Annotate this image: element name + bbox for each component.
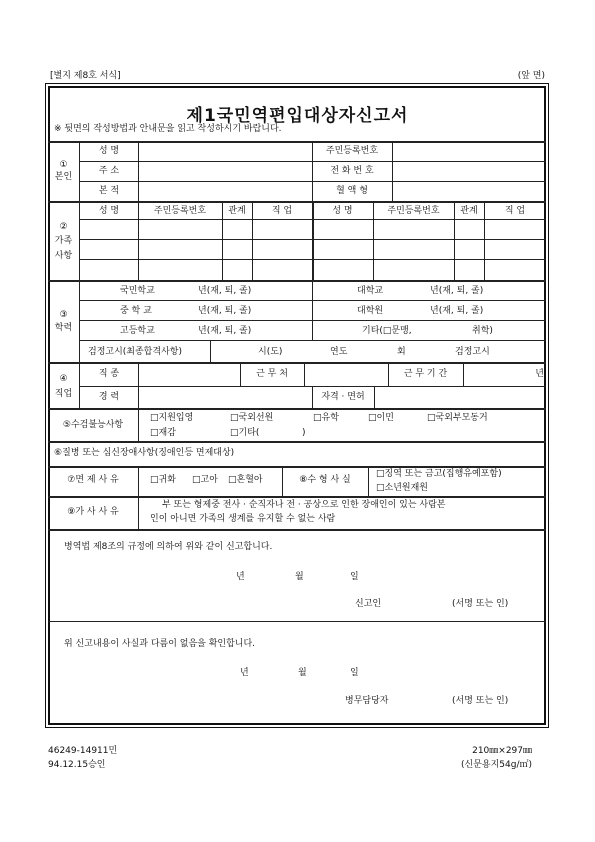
declaration-day[interactable]: 일	[350, 572, 359, 582]
family-rows-area[interactable]	[80, 220, 546, 280]
section-label-occupation: 직업	[54, 389, 73, 399]
declaration-year[interactable]: 년	[236, 572, 245, 582]
blood-type-field[interactable]	[393, 182, 545, 201]
address-field[interactable]	[139, 162, 312, 181]
option-live-with-parents-abroad[interactable]: □국외부모동거	[427, 413, 488, 423]
declarant-label: 신고인	[355, 599, 382, 609]
confirmation-day[interactable]: 일	[350, 668, 359, 678]
high-school-label: 고등학교	[120, 326, 155, 336]
address-label: 주 소	[98, 166, 120, 176]
license-field[interactable]	[375, 387, 545, 408]
paper-size: 210㎜×297㎜	[472, 746, 532, 756]
family-col-relation-2: 관계	[460, 206, 478, 216]
phone-field[interactable]	[393, 162, 545, 181]
option-mixed-race[interactable]: □혼혈아	[228, 475, 263, 485]
license-label: 자격 · 면허	[321, 392, 365, 402]
family-reason-label: ⑨가 사 사 유	[67, 507, 119, 517]
section-number: ①	[59, 160, 68, 170]
grad-status[interactable]: 년(재, 퇴, 졸)	[430, 306, 484, 316]
elementary-school-label: 국민학교	[120, 286, 155, 296]
confirmation-month[interactable]: 월	[298, 668, 307, 678]
family-col-name: 성 명	[98, 206, 120, 216]
section-label-family: 가족	[54, 236, 73, 246]
family-reason-text-1: 부 또는 형제중 전사 · 순직자나 전 · 공상으로 인한 장애인이 있는 사람본	[162, 500, 446, 510]
origin-field[interactable]	[139, 182, 312, 201]
declaration-text: 병역법 제8조의 규정에 의하여 위와 같이 신고합니다.	[64, 542, 273, 552]
exemption-reason-label: ⑦면 제 사 유	[67, 475, 119, 485]
family-col-job: 직 업	[271, 206, 293, 216]
exam-unable-label: ⑤수검불능사항	[62, 420, 124, 430]
option-prison-term[interactable]: □징역 또는 금고(집행유예포함)	[376, 469, 502, 479]
approval-date: 94.12.15승인	[48, 760, 106, 770]
option-overseas-seaman[interactable]: □국외선원	[230, 413, 274, 423]
ged-city[interactable]: 시(도)	[258, 347, 283, 357]
confirmation-year[interactable]: 년	[240, 668, 249, 678]
rrn-label: 주민등록번호	[325, 146, 379, 156]
option-other-close: )	[302, 428, 306, 438]
ged-year[interactable]: 연도	[330, 347, 348, 357]
ged-round[interactable]: 회	[397, 347, 406, 357]
origin-label: 본 적	[98, 186, 120, 196]
option-enlist[interactable]: □지원입영	[150, 413, 194, 423]
family-col-rrn: 주민등록번호	[153, 206, 207, 216]
phone-label: 전 화 번 호	[330, 166, 374, 176]
rrn-field[interactable]	[393, 142, 545, 161]
family-col-rrn-2: 주민등록번호	[387, 206, 440, 216]
section-label-family-2: 사항	[54, 251, 73, 261]
other-education-end: 취학)	[472, 326, 493, 336]
section-number: ②	[59, 222, 68, 232]
middle-school-label: 중 학 교	[120, 306, 152, 316]
declaration-month[interactable]: 월	[295, 572, 304, 582]
officer-label: 병무담당자	[345, 696, 389, 706]
name-label: 성 명	[98, 146, 120, 156]
disease-disability-label: ⑥질병 또는 심신장애사항(징애인등 면제대상)	[54, 448, 235, 458]
career-label: 경 력	[98, 392, 120, 402]
declarant-signature[interactable]: (서명 또는 인)	[452, 599, 509, 609]
front-side-label: (앞 면)	[517, 71, 545, 81]
confirmation-text: 위 신고내용이 사실과 다름이 없음을 확인합니다.	[64, 639, 256, 649]
blood-type-label: 혈 액 형	[336, 186, 368, 196]
option-emigration[interactable]: □이민	[368, 413, 394, 423]
officer-signature[interactable]: (서명 또는 인)	[452, 696, 509, 706]
option-imprisoned[interactable]: □재감	[150, 428, 176, 438]
form-code: 46249-14911민	[48, 746, 118, 756]
grad-school-label: 대학원	[357, 306, 384, 316]
section-number: ④	[59, 374, 68, 384]
job-type-label: 직 종	[98, 369, 120, 379]
ged-type[interactable]: 검정고시	[455, 347, 490, 357]
option-juvenile-facility[interactable]: □소년원재원	[376, 483, 428, 493]
name-field[interactable]	[139, 142, 312, 161]
option-orphan[interactable]: □고아	[192, 475, 218, 485]
family-col-relation: 관계	[228, 206, 246, 216]
family-reason-text-2: 인이 아니면 가족의 생계를 유지할 수 없는 사람	[150, 514, 336, 524]
workplace-label: 근 무 처	[256, 369, 288, 379]
option-naturalized[interactable]: □귀화	[150, 475, 176, 485]
page-title: 제1국민역편입대상자신고서	[186, 106, 409, 126]
elementary-status[interactable]: 년(재, 퇴, 졸)	[198, 286, 252, 296]
family-col-job-2: 직 업	[504, 206, 526, 216]
workplace-field[interactable]	[305, 363, 388, 386]
option-study-abroad[interactable]: □유학	[313, 413, 339, 423]
college-label: 대학교	[357, 286, 384, 296]
job-type-field[interactable]	[139, 363, 240, 386]
section-label-self: 본인	[54, 172, 73, 182]
ged-label: 검정고시(최종합격사항)	[88, 347, 182, 357]
notice-text: ※ 뒷면의 작성방법과 안내문을 읽고 작성하시기 바랍니다.	[54, 124, 282, 134]
middle-status[interactable]: 년(재, 퇴, 졸)	[198, 306, 252, 316]
career-field[interactable]	[139, 387, 312, 408]
work-period-year[interactable]: 년	[535, 369, 544, 379]
other-education-label[interactable]: 기타(□문맹,	[362, 326, 412, 336]
option-other[interactable]: □기타(	[230, 428, 260, 438]
high-status[interactable]: 년(재, 퇴, 졸)	[198, 326, 252, 336]
section-number: ③	[59, 310, 68, 320]
paper-type: (신문용지54g/㎡)	[461, 760, 532, 770]
family-col-name-2: 성 명	[332, 206, 353, 216]
section-label-education: 학력	[54, 323, 73, 333]
work-period-label: 근 무 기 간	[403, 369, 448, 379]
form-number: [별지 제8호 서식]	[50, 71, 121, 81]
disease-disability-field[interactable]	[290, 443, 545, 465]
criminal-record-label: ⑧수 형 사 실	[299, 475, 351, 485]
college-status[interactable]: 년(재, 퇴, 졸)	[430, 286, 484, 296]
